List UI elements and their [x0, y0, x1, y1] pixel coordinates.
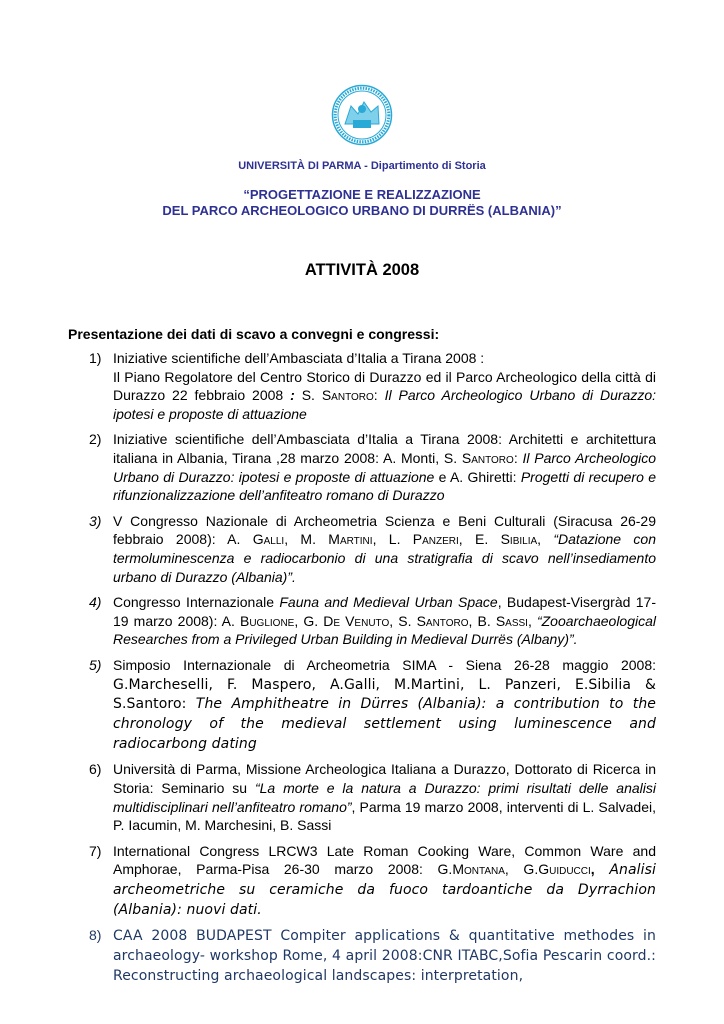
item-text-segment: Iniziative scientifiche dell’Ambasciata d’Italia a Tirana 2008: Architetti e architettura italiana in Albania, Tirana ,28 marzo 2008: A. Monti, S.	[113, 431, 656, 466]
item-text-segment: ,	[527, 612, 537, 629]
item-number: 4)	[89, 594, 102, 611]
activity-item	[0, 593, 656, 649]
item-text-segment: De Venuto	[323, 612, 390, 629]
activity-item	[0, 926, 656, 985]
item-text-segment: Iniziative scientifiche dell’Ambasciata d’Italia a Tirana 2008 :	[113, 350, 485, 366]
project-title-line1: “PROGETTAZIONE E REALIZZAZIONE	[243, 187, 481, 202]
item-text-segment: Santoro	[461, 449, 514, 466]
item-text-segment: :	[513, 449, 523, 466]
item-text-segment: The Amphitheatre in Dürres (Albania): a contribution to the chronology of the medieval settlement using luminescence and radiocarbong dating	[113, 696, 657, 752]
university-seal-logo	[331, 84, 393, 146]
item-text-segment: Il Parco Archeologico Urbano di Durazzo: ipotesi e proposte di attuazione	[113, 387, 656, 422]
item-text-segment: Analisi archeometriche su ceramiche da fuoco tardoantiche da Dyrrachion (Albania): nuovi dati.	[113, 862, 657, 918]
item-text-segment: , G.	[504, 861, 539, 878]
project-title	[0, 187, 724, 219]
item-text-segment: Il Piano Regolatore del Centro Storico di Durazzo ed il Parco Archeologico della città di Durazzo 22 febbraio 2008	[113, 368, 656, 404]
item-text-segment: “Zooarchaeological Researches from a Privileged Urban Building in Medieval Durrës (Albany)”.	[113, 612, 657, 648]
activity-item	[0, 430, 656, 504]
item-text-segment: Martini	[328, 531, 373, 548]
item-text-segment: G.Marcheselli, F. Maspero, A.Galli, M.Martini, L. Panzeri, E.Sibilia & S.Santoro:	[113, 676, 656, 713]
item-text-segment: Simposio Internazionale di Archeometria SIMA - Siena 26-28 maggio 2008:	[113, 656, 656, 673]
activity-item	[0, 760, 656, 834]
item-number: 7)	[89, 842, 102, 859]
item-number: 6)	[89, 761, 102, 778]
item-text-segment: Santoro	[416, 612, 469, 629]
item-text-segment: :	[290, 387, 295, 404]
item-text-segment: Progetti di recupero e rifunzionalizzazione dell’anfiteatro romano di Durazzo	[113, 468, 656, 504]
item-text-segment: , M.	[284, 531, 329, 548]
item-text-segment: Guiducci	[538, 861, 591, 878]
item-number: 2)	[89, 431, 102, 448]
item-text-segment: e A. Ghiretti:	[434, 468, 521, 485]
item-text-segment: International Congress LRCW3 Late Roman Cooking Ware, Common Ware and Amphorae, Parma-Pisa 26-30 marzo 2008: G.	[113, 842, 656, 878]
item-text-segment: ,	[537, 531, 554, 548]
item-text-segment: Galli	[252, 531, 285, 548]
item-text-segment: , L.	[372, 531, 413, 548]
university-department: UNIVERSITÀ DI PARMA - Dipartimento di Storia	[238, 160, 486, 172]
item-text-segment: , Budapest-Visergràd 17-19 marzo 2008): A.	[113, 594, 657, 629]
item-text-segment: , G.	[294, 612, 324, 629]
item-text-segment: , B.	[468, 612, 496, 629]
item-text-segment: Sibilia	[500, 531, 538, 548]
item-text-segment: ,	[590, 861, 610, 878]
item-text-segment: S.	[294, 387, 322, 404]
item-number: 5)	[89, 656, 102, 673]
item-text-segment: Buglione	[240, 612, 295, 629]
item-text-segment: Congresso Internazionale	[113, 594, 280, 611]
item-text-segment: , E.	[458, 531, 501, 548]
item-number: 1)	[89, 350, 102, 366]
item-number: 8)	[89, 927, 102, 944]
section-heading: Presentazione dei dati di scavo a convegni e congressi:	[68, 326, 440, 342]
item-text-segment: Università di Parma, Missione Archeologica Italiana a Durazzo, Dottorato di Ricerca in Storia: Seminario su	[113, 761, 656, 797]
item-text-segment: Fauna and Medieval Urban Space	[279, 594, 498, 611]
activity-item	[0, 656, 656, 754]
activity-list	[0, 349, 724, 992]
activity-item	[0, 349, 656, 423]
item-text-segment: Santoro	[321, 387, 374, 404]
item-text-segment: , S.	[389, 612, 417, 629]
document-title: ATTIVITÀ 2008	[304, 261, 420, 279]
item-text-segment: “Datazione con termoluminescenza e radiocarbonio di una stratigrafia di scavo nell’insediamento urbano di Durazzo (Albania)”.	[113, 531, 656, 585]
item-text-segment: “La morte e la natura a Durazzo: primi risultati delle analisi multidisciplinari nell’anfiteatro romano”	[113, 780, 656, 815]
activity-item	[0, 842, 656, 919]
item-text-segment: , Parma 19 marzo 2008, interventi di L. Salvadei, P. Iacumin, M. Marchesini, B. Sassi	[113, 798, 657, 834]
item-text-segment: Il Parco Archeologico Urbano di Durazzo: ipotesi e proposte di attuazione	[113, 449, 657, 485]
item-text-segment: V Congresso Nazionale di Archeometria Scienza e Beni Culturali (Siracusa 26-29 febbraio 2008): A.	[113, 512, 656, 548]
item-text-segment: Montana	[452, 861, 505, 878]
project-title-line2: DEL PARCO ARCHEOLOGICO URBANO DI DURRËS (ALBANIA)”	[162, 203, 562, 218]
item-number: 3)	[89, 512, 102, 529]
activity-item	[0, 512, 656, 586]
item-text-segment: :	[373, 387, 385, 404]
item-text-segment: CAA 2008 BUDAPEST Compiter applications & quantitative methodes in archaeology- workshop Rome, 4 april 2008:CNR ITABC,Sofia Pescarin coord.: Reconstructing archaeological landscapes: interpretation,	[113, 928, 656, 984]
item-text-segment: Sassi	[495, 612, 528, 629]
item-text-segment: Panzeri	[412, 531, 459, 548]
